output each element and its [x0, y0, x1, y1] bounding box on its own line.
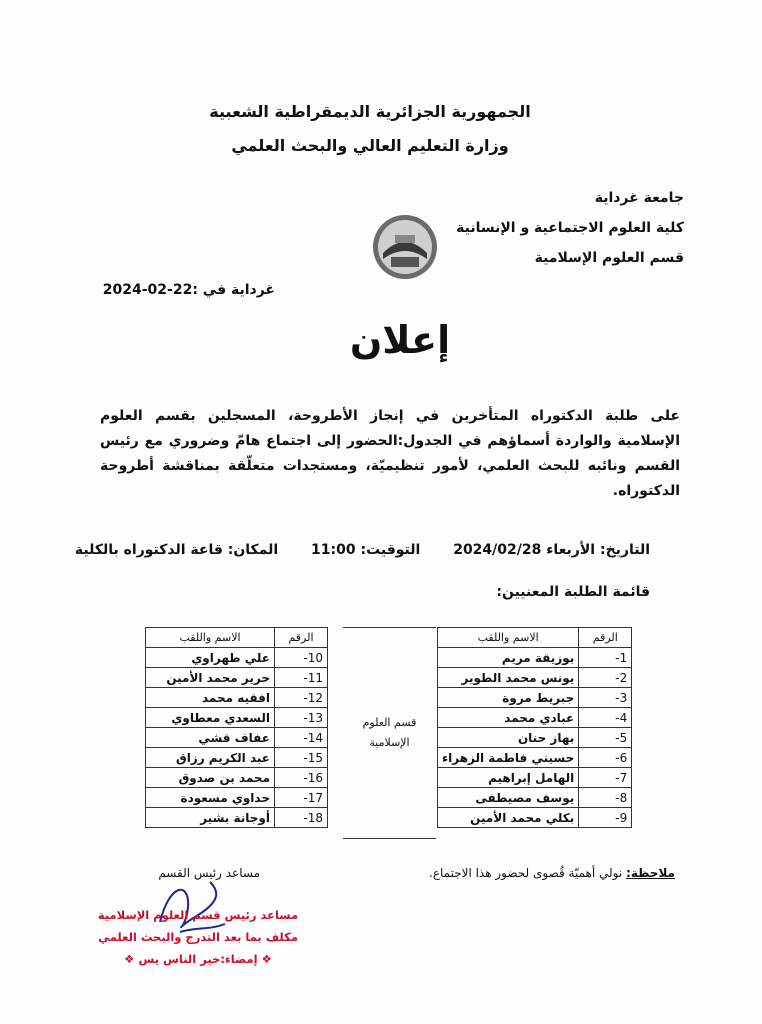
meeting-time: التوقيت: 11:00 — [311, 542, 421, 558]
note-text: نولي أهميّة قُصوى لحضور هذا الاجتماع. — [429, 866, 627, 880]
row-number: 9- — [579, 808, 632, 828]
table-row — [146, 768, 328, 788]
signature-title: مساعد رئيس القسم — [158, 866, 260, 880]
university-logo-icon — [371, 213, 439, 281]
student-name: السعدي معطاوي — [146, 708, 275, 728]
stamp-line-1: مساعد رئيس قسم العلوم الإسلامية — [97, 908, 299, 922]
table-row — [146, 728, 328, 748]
row-number: 16- — [275, 768, 328, 788]
table-row — [438, 648, 632, 668]
students-list-heading: قائمة الطلبة المعنيين: — [496, 584, 650, 600]
table-row — [146, 648, 328, 668]
student-name: حرير محمد الأمين — [146, 668, 275, 688]
university-name: جامعة غرداية — [594, 190, 684, 206]
student-name: يوسف مصيطفى — [438, 788, 579, 808]
table-row — [146, 708, 328, 728]
table-row — [438, 708, 632, 728]
row-number: 1- — [579, 648, 632, 668]
students-table-left — [145, 627, 328, 828]
row-number: 13- — [275, 708, 328, 728]
meeting-date: التاريخ: الأربعاء 2024/02/28 — [453, 542, 650, 558]
department-name: قسم العلوم الإسلامية — [534, 250, 684, 266]
meeting-place: المكان: قاعة الدكتوراه بالكلية — [74, 542, 279, 558]
student-name: حداوي مسعودة — [146, 788, 275, 808]
department-cell — [343, 627, 436, 839]
student-name: بهاز حنان — [438, 728, 579, 748]
ministry-header: وزارة التعليم العالي والبحث العلمي — [231, 136, 509, 155]
col-num-header: الرقم — [579, 628, 632, 648]
department-cell-line2: الإسلامية — [369, 736, 410, 749]
faculty-name: كلية العلوم الاجتماعية و الإنسانية — [456, 220, 684, 236]
table-row — [146, 748, 328, 768]
table-row — [146, 788, 328, 808]
table-row — [146, 668, 328, 688]
stamp-line-2: مكلف بما بعد التدرج والبحث العلمي — [98, 930, 298, 944]
row-number: 8- — [579, 788, 632, 808]
row-number: 11- — [275, 668, 328, 688]
table-row — [146, 808, 328, 828]
table-row — [438, 748, 632, 768]
table-row — [438, 808, 632, 828]
student-name: عفاف قشي — [146, 728, 275, 748]
table-row — [438, 788, 632, 808]
row-number: 12- — [275, 688, 328, 708]
table-row — [438, 768, 632, 788]
students-table-right — [437, 627, 632, 828]
row-number: 17- — [275, 788, 328, 808]
stamp-line-3: ❖ إمضاء:خير الناس يس ❖ — [124, 952, 272, 966]
announcement-title: إعلان — [349, 318, 451, 362]
table-row — [438, 668, 632, 688]
date-line: غرداية في :22-02-2024 — [102, 282, 275, 298]
row-number: 6- — [579, 748, 632, 768]
student-name: أوجانة بشير — [146, 808, 275, 828]
row-number: 18- — [275, 808, 328, 828]
announcement-body: على طلبة الدكتوراه المتأخرين في إنجاز الأطروحة، المسجلين بقسم العلوم الإسلامية والواردة أسماؤهم في الجدول:الحضور إلى اجتماع هامّ وضروري مع رئيس القسم ونائبه للبحث العلمي، لأمور تنظيميّة، ومستجدات متعلّقة بمناقشة أطروحة الدكتوراه. — [100, 408, 680, 499]
student-name: جبريط مروة — [438, 688, 579, 708]
student-name: علي طهراوي — [146, 648, 275, 668]
col-name-header: الاسم واللقب — [146, 628, 275, 648]
table-row — [438, 728, 632, 748]
student-name: يونس محمد الطوير — [438, 668, 579, 688]
official-stamp — [78, 904, 318, 970]
col-name-header: الاسم واللقب — [438, 628, 579, 648]
student-name: افقيه محمد — [146, 688, 275, 708]
department-cell-line1: قسم العلوم — [362, 716, 417, 729]
note — [429, 866, 675, 880]
row-number: 7- — [579, 768, 632, 788]
student-name: بوزيقة مريم — [438, 648, 579, 668]
student-name: عبادي محمد — [438, 708, 579, 728]
row-number: 2- — [579, 668, 632, 688]
meeting-details — [75, 542, 650, 558]
note-label: ملاحظة: — [626, 866, 675, 880]
row-number: 14- — [275, 728, 328, 748]
table-row — [146, 688, 328, 708]
student-name: عبد الكريم رزاق — [146, 748, 275, 768]
row-number: 15- — [275, 748, 328, 768]
col-num-header: الرقم — [275, 628, 328, 648]
student-name: الهامل إبراهيم — [438, 768, 579, 788]
row-number: 3- — [579, 688, 632, 708]
row-number: 5- — [579, 728, 632, 748]
row-number: 10- — [275, 648, 328, 668]
republic-header: الجمهورية الجزائرية الديمقراطية الشعبية — [209, 102, 531, 121]
student-name: محمد بن صدوق — [146, 768, 275, 788]
row-number: 4- — [579, 708, 632, 728]
student-name: حسيني فاطمة الزهراء — [438, 748, 579, 768]
student-name: بكلي محمد الأمين — [438, 808, 579, 828]
table-row — [438, 688, 632, 708]
